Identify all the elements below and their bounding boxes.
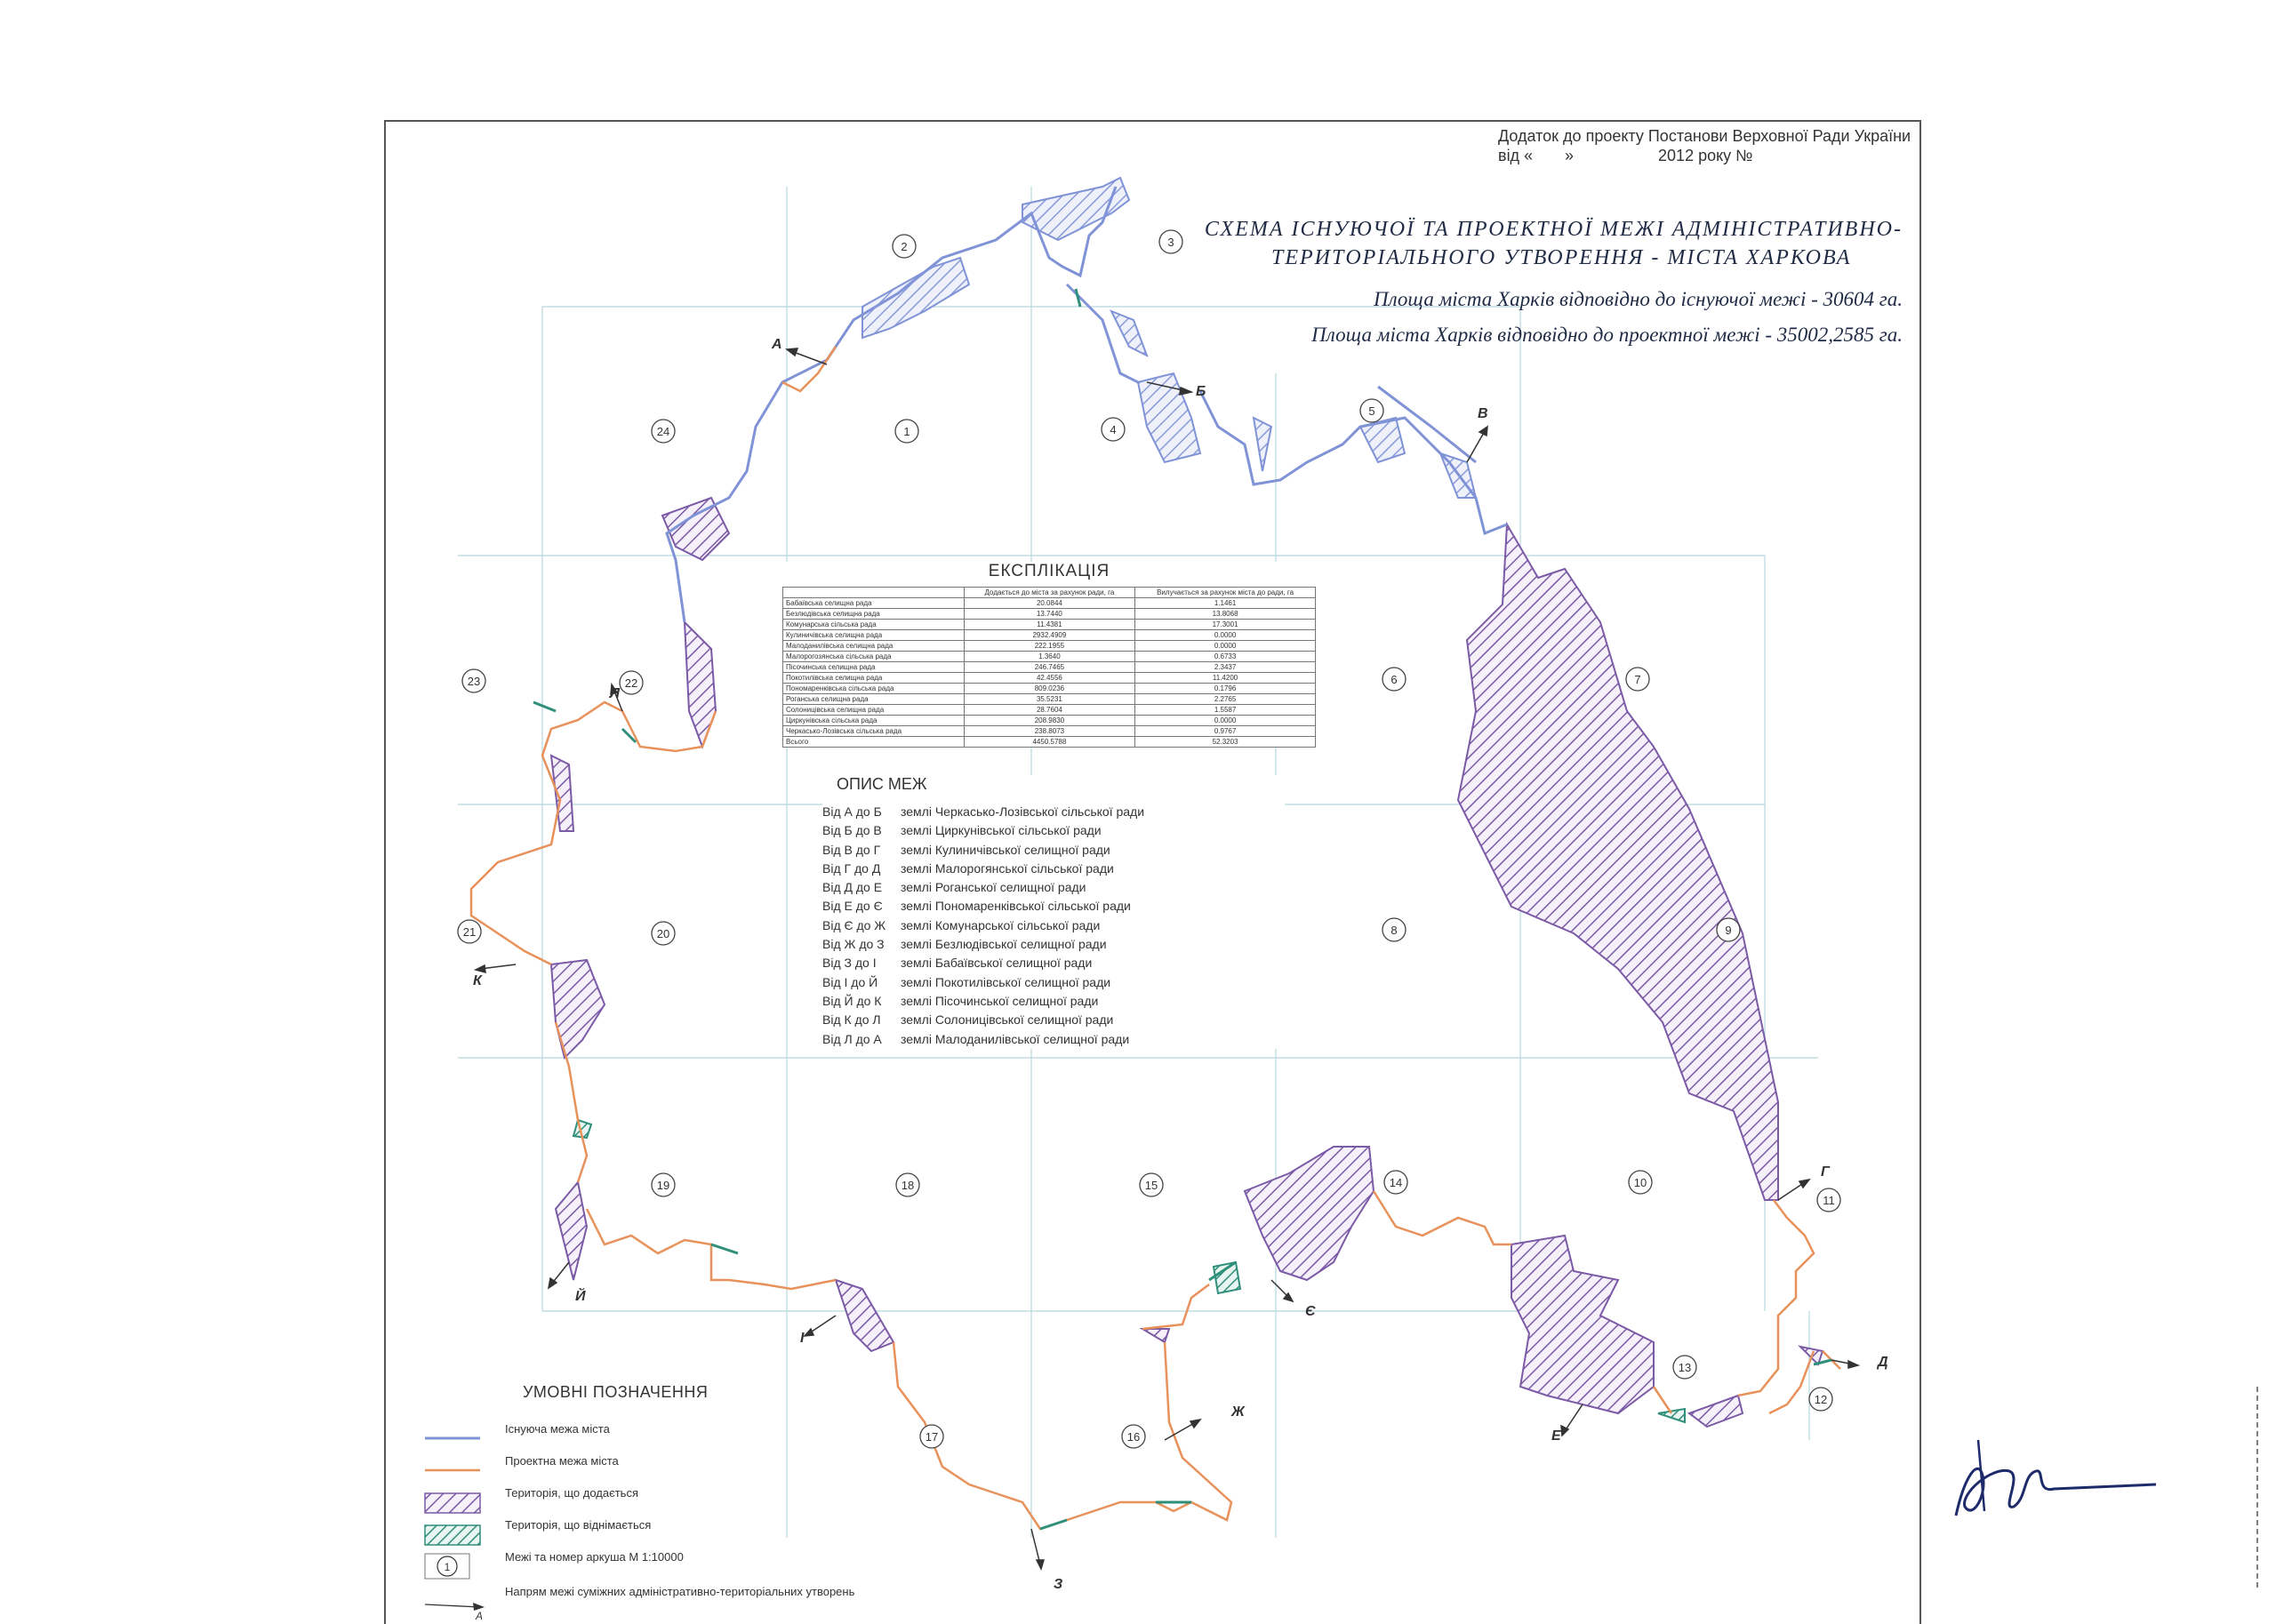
explication-row [783, 609, 1316, 620]
sheet-number: 11 [1823, 1194, 1835, 1207]
area-existing: Площа міста Харків відповідно до існуючої межі - 30604 га. [1374, 288, 1903, 310]
boundary-point-letter: Г [1821, 1164, 1830, 1180]
boundary-neighbor: землі Пісочинської селищної ради [901, 993, 1099, 1008]
explication-added-value: 42.4556 [964, 673, 1135, 684]
addendum-year: 2012 року № [1658, 147, 1753, 164]
boundary-point-letter: Є [1305, 1304, 1316, 1319]
sheet-number: 24 [656, 425, 670, 438]
boundary-description-item [822, 954, 1285, 972]
boundary-neighbor: землі Роганської селищної ради [901, 880, 1086, 895]
explication-council: Кулиничівська селищна рада [783, 630, 965, 641]
explication-row [783, 641, 1316, 652]
boundary-segment: Від Є до Ж [822, 917, 886, 932]
boundary-point-letter: Л [610, 686, 620, 701]
sheet-number: 6 [1390, 673, 1398, 686]
sheet-number: 22 [624, 676, 638, 690]
schema-title-line2: ТЕРИТОРІАЛЬНОГО УТВОРЕННЯ - МІСТА ХАРКОВА [1271, 246, 1852, 269]
legend-item-label: Існуюча межа міста [505, 1422, 610, 1436]
sheet-number: 14 [1389, 1176, 1403, 1189]
boundary-segment: Від З до І [822, 956, 877, 971]
sheet-number: 23 [467, 675, 481, 688]
explication-row [783, 684, 1316, 694]
explication-row [783, 598, 1316, 609]
explication-added-value: 222.1955 [964, 641, 1135, 652]
boundary-neighbor: землі Солоницівської селищної ради [901, 1012, 1114, 1028]
explication-row [783, 694, 1316, 705]
explication-removed-value: 0.9767 [1135, 726, 1316, 737]
boundary-description-item [822, 1011, 1285, 1029]
legend-sample-letter: А [476, 1610, 484, 1622]
sheet-number: 20 [656, 927, 670, 940]
sheet-number: 4 [1110, 423, 1117, 436]
explication-removed-value: 2.2765 [1135, 694, 1316, 705]
sheet-number: 19 [656, 1179, 670, 1192]
boundary-segment: Від В до Г [822, 842, 881, 857]
legend-item [425, 1482, 923, 1514]
boundary-segment: Від А до Б [822, 804, 882, 819]
explication-added-value: 11.4381 [964, 620, 1135, 630]
legend-item [425, 1578, 923, 1610]
addendum-date-open: від « [1498, 147, 1534, 164]
boundary-description-item [822, 803, 1285, 821]
boundary-description-title: ОПИС МЕЖ [837, 775, 927, 793]
boundary-description-item [822, 878, 1285, 897]
addendum-line1: Додаток до проекту Постанови Верховної Ради України [1498, 127, 1911, 145]
legend-item-label: Проектна межа міста [505, 1454, 619, 1468]
legend-block [425, 1383, 923, 1610]
boundary-point-letter: І [800, 1331, 805, 1346]
explication-removed-value: 0.0000 [1135, 630, 1316, 641]
explication-council: Всього [783, 737, 965, 748]
boundary-segment: Від І до Й [822, 974, 878, 989]
sheet-number: 13 [1678, 1361, 1692, 1374]
explication-row [783, 620, 1316, 630]
sheet-number: 10 [1633, 1176, 1647, 1189]
boundary-neighbor: землі Циркунівської сільської ради [901, 823, 1102, 838]
boundary-description-item [822, 860, 1285, 878]
boundary-description-item [822, 897, 1285, 916]
boundary-neighbor: землі Малоданилівської селищної ради [901, 1031, 1130, 1046]
boundary-description-item [822, 821, 1285, 840]
boundary-description-item [822, 1030, 1285, 1049]
boundary-neighbor: землі Покотилівської селищної ради [901, 974, 1111, 989]
explication-added-value: 35.5231 [964, 694, 1135, 705]
explication-council: Малоданилівська селищна рада [783, 641, 965, 652]
explication-council: Пісочинська селищна рада [783, 662, 965, 673]
explication-header-row [783, 588, 1316, 598]
legend-item-label: Територія, що віднімається [505, 1518, 652, 1532]
explication-council: Бабаївська селищна рада [783, 598, 965, 609]
explication-row [783, 662, 1316, 673]
addendum-note [1498, 126, 1911, 165]
boundary-segment: Від Ж до З [822, 937, 885, 952]
explication-table-block [782, 562, 1316, 748]
explication-added-value: 4450.5788 [964, 737, 1135, 748]
sheet-number: 18 [901, 1179, 915, 1192]
boundary-segment: Від Л до А [822, 1031, 882, 1046]
boundary-neighbor: землі Безлюдівської селищної ради [901, 937, 1107, 952]
explication-removed-value: 1.5587 [1135, 705, 1316, 716]
explication-row [783, 630, 1316, 641]
boundary-segment: Від Е до Є [822, 899, 883, 914]
signature [1938, 1422, 2169, 1529]
legend-item-label: Територія, що додається [505, 1486, 638, 1500]
explication-title: ЕКСПЛІКАЦІЯ [988, 562, 1110, 580]
boundary-point-letter: Й [575, 1289, 586, 1304]
sheet-number: 15 [1144, 1179, 1158, 1192]
explication-added-value: 28.7604 [964, 705, 1135, 716]
boundary-description-item [822, 992, 1285, 1011]
explication-removed-value: 17.3001 [1135, 620, 1316, 630]
page-edge-mark [2254, 1387, 2261, 1591]
explication-row [783, 716, 1316, 726]
boundary-description-item [822, 916, 1285, 935]
legend-sample-number: 1 [444, 1561, 451, 1573]
explication-council: Малорогозянська сільська рада [783, 652, 965, 662]
legend-item [425, 1546, 923, 1578]
explication-header-added: Додається до міста за рахунок ради, га [964, 588, 1135, 598]
addendum-date-close: » [1565, 147, 1575, 164]
explication-row [783, 705, 1316, 716]
explication-added-value: 246.7465 [964, 662, 1135, 673]
explication-removed-value: 11.4200 [1135, 673, 1316, 684]
boundary-point-letter: Д [1878, 1355, 1888, 1370]
boundary-description-item [822, 841, 1285, 860]
boundary-description-item [822, 973, 1285, 992]
boundary-point-letter: Б [1196, 384, 1206, 399]
legend-item [425, 1514, 923, 1546]
boundary-description-item [822, 935, 1285, 954]
sheet-number: 1 [903, 425, 910, 438]
boundary-point-letter: Ж [1231, 1404, 1245, 1420]
sheet-number: 12 [1814, 1393, 1828, 1406]
explication-added-value: 2932.4909 [964, 630, 1135, 641]
legend-item-label: Межі та номер аркуша М 1:10000 [505, 1550, 684, 1564]
explication-removed-value: 0.0000 [1135, 716, 1316, 726]
boundary-point-letter: В [1478, 406, 1488, 421]
boundary-neighbor: землі Черкасько-Лозівської сільської ради [901, 804, 1145, 819]
explication-removed-value: 1.1461 [1135, 598, 1316, 609]
explication-council: Роганська селищна рада [783, 694, 965, 705]
sheet-number: 8 [1390, 924, 1398, 937]
boundary-neighbor: землі Пономаренківської сільської ради [901, 899, 1131, 914]
explication-added-value: 238.8073 [964, 726, 1135, 737]
legend-title: УМОВНІ ПОЗНАЧЕННЯ [523, 1383, 709, 1401]
schema-title-line1: СХЕМА ІСНУЮЧОЇ ТА ПРОЕКТНОЇ МЕЖІ АДМІНІСТРАТИВНО- [1204, 218, 1903, 241]
boundary-segment: Від Д до Е [822, 880, 883, 895]
boundary-point-letter: З [1054, 1577, 1063, 1592]
legend-item [425, 1450, 923, 1482]
explication-council: Солоницівська селищна рада [783, 705, 965, 716]
boundary-neighbor: землі Комунарської сільської ради [901, 917, 1101, 932]
explication-removed-value: 52.3203 [1135, 737, 1316, 748]
boundary-point-letter: К [473, 973, 482, 988]
explication-removed-value: 0.1796 [1135, 684, 1316, 694]
sheet-number: 5 [1368, 404, 1375, 418]
explication-row [783, 737, 1316, 748]
boundary-neighbor: землі Малорогянської сільської ради [901, 860, 1114, 876]
explication-council: Комунарська сільська рада [783, 620, 965, 630]
sheet-number: 2 [901, 240, 908, 253]
explication-council: Пономаренківська сільська рада [783, 684, 965, 694]
explication-council: Черкасько-Лозівська сільська рада [783, 726, 965, 737]
explication-added-value: 13.7440 [964, 609, 1135, 620]
explication-removed-value: 0.6733 [1135, 652, 1316, 662]
boundary-point-letter: Е [1551, 1428, 1561, 1444]
explication-council: Циркунівська сільська рада [783, 716, 965, 726]
sheet-number: 17 [925, 1430, 939, 1444]
schema-title-block [1156, 215, 1903, 350]
sheet-number: 21 [462, 925, 477, 939]
boundary-segment: Від Й до К [822, 993, 882, 1008]
sheet-number: 7 [1634, 673, 1641, 686]
sheet-number: 16 [1126, 1430, 1141, 1444]
explication-header-removed: Вилучається за рахунок міста до ради, га [1135, 588, 1316, 598]
legend-item-label: Напрям межі суміжних адміністративно-територіальних утворень [505, 1585, 855, 1598]
boundary-segment: Від Г до Д [822, 860, 881, 876]
explication-row [783, 726, 1316, 737]
boundary-neighbor: землі Бабаївської селищної ради [901, 956, 1093, 971]
explication-added-value: 208.9830 [964, 716, 1135, 726]
explication-added-value: 809.0236 [964, 684, 1135, 694]
boundary-description-list [822, 803, 1285, 1049]
explication-removed-value: 13.8068 [1135, 609, 1316, 620]
explication-removed-value: 2.3437 [1135, 662, 1316, 673]
explication-added-value: 20.0844 [964, 598, 1135, 609]
boundary-segment: Від Б до В [822, 823, 882, 838]
area-project: Площа міста Харків відповідно до проектної межі - 35002,2585 га. [1311, 324, 1903, 346]
explication-row [783, 652, 1316, 662]
explication-table [782, 587, 1316, 748]
explication-header-council [783, 588, 965, 598]
legend-item [425, 1418, 923, 1450]
explication-council: Покотилівська селищна рада [783, 673, 965, 684]
explication-council: Безлюдівська селищна рада [783, 609, 965, 620]
explication-added-value: 1.3640 [964, 652, 1135, 662]
sheet-number: 9 [1725, 924, 1732, 937]
boundary-neighbor: землі Кулиничівської селищної ради [901, 842, 1110, 857]
boundary-point-letter: А [772, 337, 782, 352]
explication-row [783, 673, 1316, 684]
boundary-segment: Від К до Л [822, 1012, 881, 1028]
boundary-description-block [822, 775, 1285, 1049]
sheet-number: 3 [1167, 236, 1174, 249]
explication-removed-value: 0.0000 [1135, 641, 1316, 652]
addendum-line2 [1498, 146, 1911, 165]
explication-body [783, 598, 1316, 748]
